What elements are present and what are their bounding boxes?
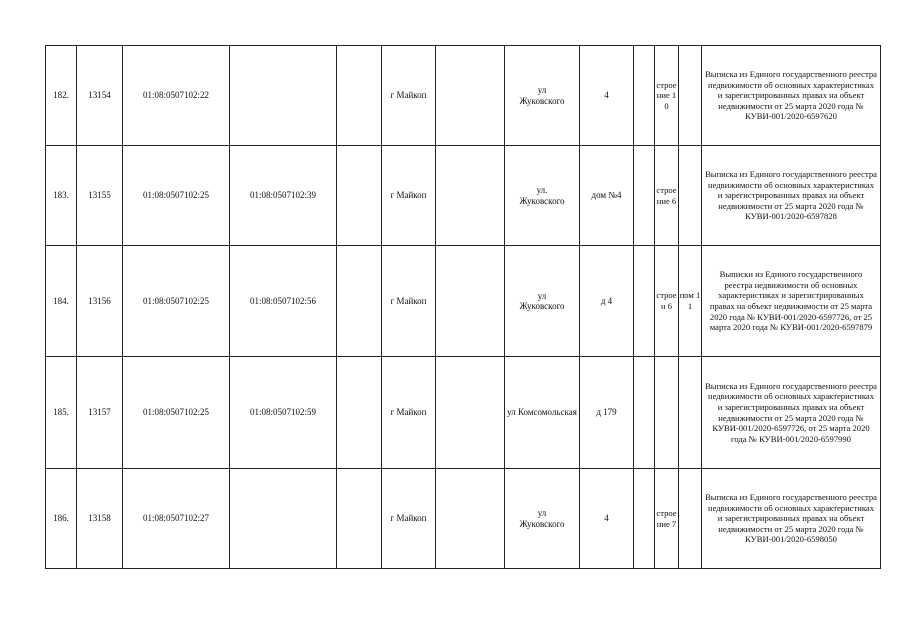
house-cell: д 179: [580, 357, 634, 469]
blank-cell: [436, 469, 505, 569]
room-cell: [679, 146, 702, 246]
street-cell: ул Жуковского: [505, 469, 580, 569]
blank-cell-2: [634, 46, 655, 146]
street-cell: ул. Жуковского: [505, 146, 580, 246]
cadastral-object: [230, 469, 337, 569]
document-cell: Выписка из Единого государственного реестра недвижимости об основных характеристиках и зарегистрированных правах на объект недвижимости от 25 марта 2020 года № КУВИ-001/2020-6597726, от 25 марта 2020 года № КУВИ-001/2020-6597990: [702, 357, 881, 469]
street-cell: ул Жуковского: [505, 46, 580, 146]
document-cell: Выписка из Единого государственного реестра недвижимости об основных характеристиках и зарегистрированных правах на объект недвижимости от 25 марта 2020 года № КУВИ-001/2020-6597828: [702, 146, 881, 246]
house-cell: д 4: [580, 246, 634, 357]
cadastral-parcel: 01:08:0507102:25: [123, 357, 230, 469]
street-cell: ул Жуковского: [505, 246, 580, 357]
city-cell: г Майкоп: [382, 246, 436, 357]
blank-cell: [436, 146, 505, 246]
building-cell: строен 6: [655, 246, 679, 357]
table-row: [46, 46, 881, 146]
blank-cell: [436, 46, 505, 146]
house-cell: дом №4: [580, 146, 634, 246]
table-row: [46, 146, 881, 246]
room-cell: пом 11: [679, 246, 702, 357]
row-number: 185.: [46, 357, 77, 469]
house-cell: 4: [580, 46, 634, 146]
extra-cell: [337, 46, 382, 146]
row-number: 184.: [46, 246, 77, 357]
cadastral-object: 01:08:0507102:39: [230, 146, 337, 246]
cadastral-object: 01:08:0507102:56: [230, 246, 337, 357]
building-cell: строение 6: [655, 146, 679, 246]
street-cell: ул Комсомольская: [505, 357, 580, 469]
city-cell: г Майкоп: [382, 357, 436, 469]
house-cell: 4: [580, 469, 634, 569]
extra-cell: [337, 357, 382, 469]
building-cell: строение 7: [655, 469, 679, 569]
cadastral-object: [230, 46, 337, 146]
building-cell: строение 10: [655, 46, 679, 146]
record-id: 13154: [77, 46, 123, 146]
blank-cell: [436, 246, 505, 357]
building-cell: [655, 357, 679, 469]
cadastral-parcel: 01:08:0507102:25: [123, 246, 230, 357]
city-cell: г Майкоп: [382, 469, 436, 569]
extra-cell: [337, 246, 382, 357]
registry-table: [45, 45, 881, 569]
blank-cell-2: [634, 357, 655, 469]
room-cell: [679, 469, 702, 569]
blank-cell-2: [634, 246, 655, 357]
document-cell: Выписка из Единого государственного реестра недвижимости об основных характеристиках и зарегистрированных правах на объект недвижимости от 25 марта 2020 года № КУВИ-001/2020-6597620: [702, 46, 881, 146]
document-cell: Выписка из Единого государственного реестра недвижимости об основных характеристиках и зарегистрированных правах на объект недвижимости от 25 марта 2020 года № КУВИ-001/2020-6598050: [702, 469, 881, 569]
row-number: 182.: [46, 46, 77, 146]
document-cell: Выписки из Единого государственного реестра недвижимости об основных характеристиках и зарегистрированных правах на объект недвижимости от 25 марта 2020 года № КУВИ-001/2020-6597726, от 25 марта 2020 года № КУВИ-001/2020-6597879: [702, 246, 881, 357]
cadastral-parcel: 01:08:0507102:27: [123, 469, 230, 569]
cadastral-object: 01:08:0507102:59: [230, 357, 337, 469]
extra-cell: [337, 146, 382, 246]
blank-cell-2: [634, 469, 655, 569]
blank-cell: [436, 357, 505, 469]
table-row: [46, 246, 881, 357]
extra-cell: [337, 469, 382, 569]
city-cell: г Майкоп: [382, 146, 436, 246]
table-row: [46, 469, 881, 569]
record-id: 13156: [77, 246, 123, 357]
cadastral-parcel: 01:08:0507102:22: [123, 46, 230, 146]
row-number: 186.: [46, 469, 77, 569]
room-cell: [679, 357, 702, 469]
record-id: 13155: [77, 146, 123, 246]
record-id: 13158: [77, 469, 123, 569]
cadastral-parcel: 01:08:0507102:25: [123, 146, 230, 246]
table-row: [46, 357, 881, 469]
record-id: 13157: [77, 357, 123, 469]
blank-cell-2: [634, 146, 655, 246]
city-cell: г Майкоп: [382, 46, 436, 146]
row-number: 183.: [46, 146, 77, 246]
room-cell: [679, 46, 702, 146]
